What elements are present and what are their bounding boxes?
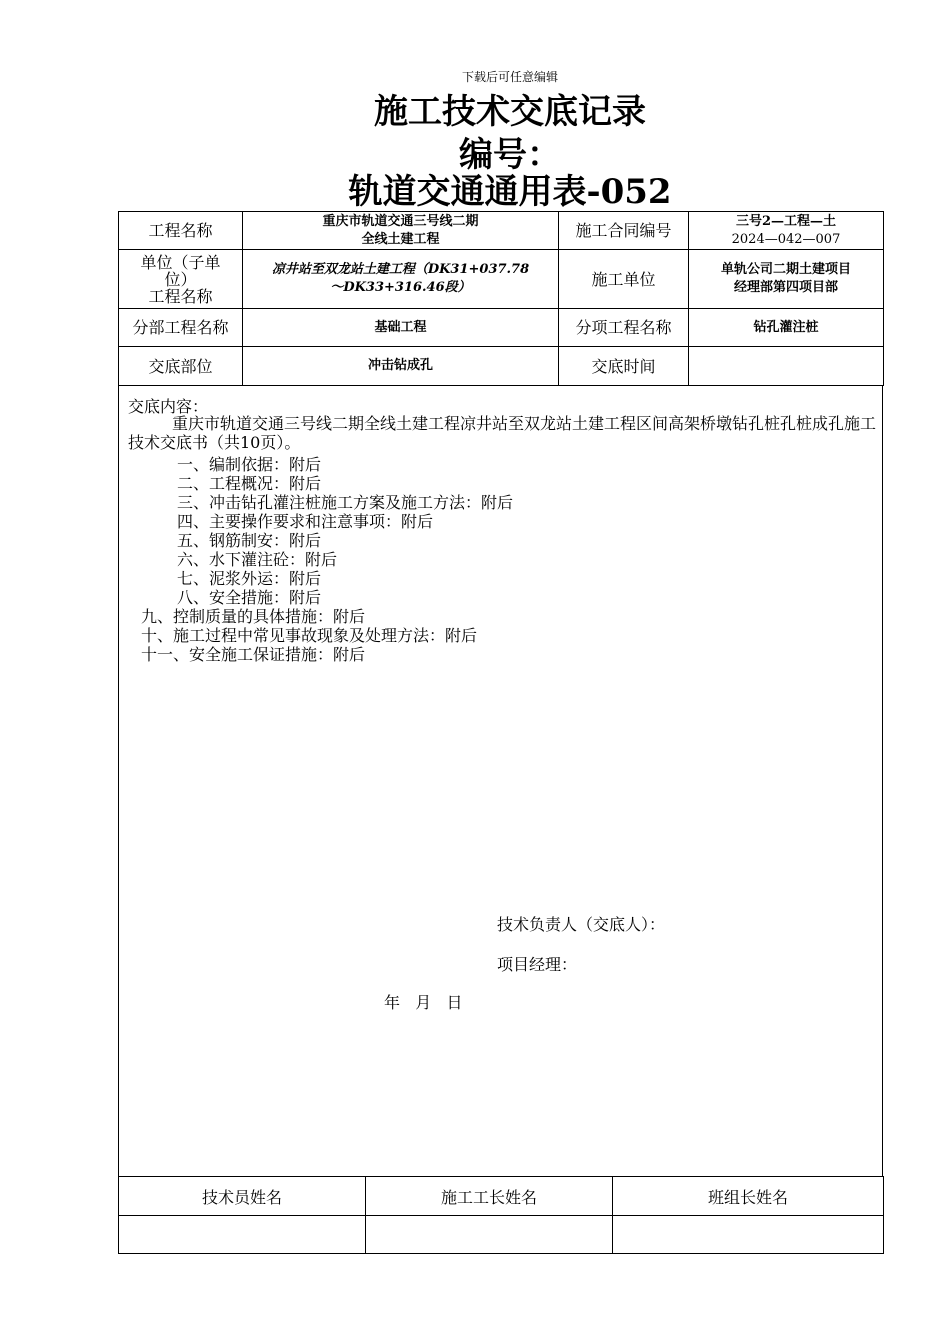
list-item: 十一、安全施工保证措施：附后 [141,645,366,664]
info-table [118,211,884,386]
list-item: 三、冲击钻孔灌注桩施工方案及施工方法：附后 [177,493,514,512]
part-label: 交底部位 [119,347,243,386]
contract-no-label: 施工合同编号 [559,212,689,250]
document-title: 施工技术交底记录 [374,92,646,132]
list-item: 四、主要操作要求和注意事项：附后 [177,512,434,531]
foreman-value [366,1216,613,1254]
list-item: 五、钢筋制安：附后 [177,531,322,550]
project-name-value: 重庆市轨道交通三号线二期 全线土建工程 [243,212,559,250]
division-value: 基础工程 [243,309,559,347]
tech-staff-label: 技术员姓名 [119,1177,366,1216]
list-item: 七、泥浆外运：附后 [177,569,322,588]
project-name-label: 工程名称 [119,212,243,250]
team-leader-label: 班组长姓名 [613,1177,884,1216]
contract-no-value: 三号2—工程—土 2024—042—007 [689,212,884,250]
part-value: 冲击钻成孔 [243,347,559,386]
construction-unit-value: 单轨公司二期土建项目 经理部第四项目部 [689,250,884,309]
list-item: 十、施工过程中常见事故现象及处理方法：附后 [141,626,478,645]
list-item: 二、工程概况：附后 [177,474,322,493]
construction-unit-label: 施工单位 [559,250,689,309]
unit-label: 单位（子单 位） 工程名称 [119,250,243,309]
list-item: 九、控制质量的具体措施：附后 [141,607,366,626]
document-number-label: 编号： [459,135,561,175]
header-note: 下载后可任意编辑 [461,70,558,84]
list-item: 八、安全措施：附后 [177,588,322,607]
form-code: 轨道交通通用表-052 [348,172,672,212]
list-item: 一、编制依据：附后 [177,455,322,474]
list-item: 六、水下灌注砼：附后 [177,550,338,569]
project-manager-signature-label: 项目经理： [497,955,578,974]
division-label: 分部工程名称 [119,309,243,347]
content-paragraph: 重庆市轨道交通三号线二期全线土建工程凉井站至双龙站土建工程区间高架桥墩钻孔桩孔桩成孔施工技术交底书（共10页）。 [128,414,877,452]
content-label: 交底内容： [128,397,209,416]
date-label: 年 月 日 [384,993,463,1012]
item-label: 分项工程名称 [559,309,689,347]
signature-table [118,1176,884,1254]
unit-value: 凉井站至双龙站土建工程（DK31+037.78 ～DK33+316.46段） [243,250,559,309]
time-value [689,347,884,386]
tech-lead-signature-label: 技术负责人（交底人）： [497,915,666,934]
time-label: 交底时间 [559,347,689,386]
tech-staff-value [119,1216,366,1254]
team-leader-value [613,1216,884,1254]
content-box [118,385,883,1176]
foreman-label: 施工工长姓名 [366,1177,613,1216]
item-value: 钻孔灌注桩 [689,309,884,347]
